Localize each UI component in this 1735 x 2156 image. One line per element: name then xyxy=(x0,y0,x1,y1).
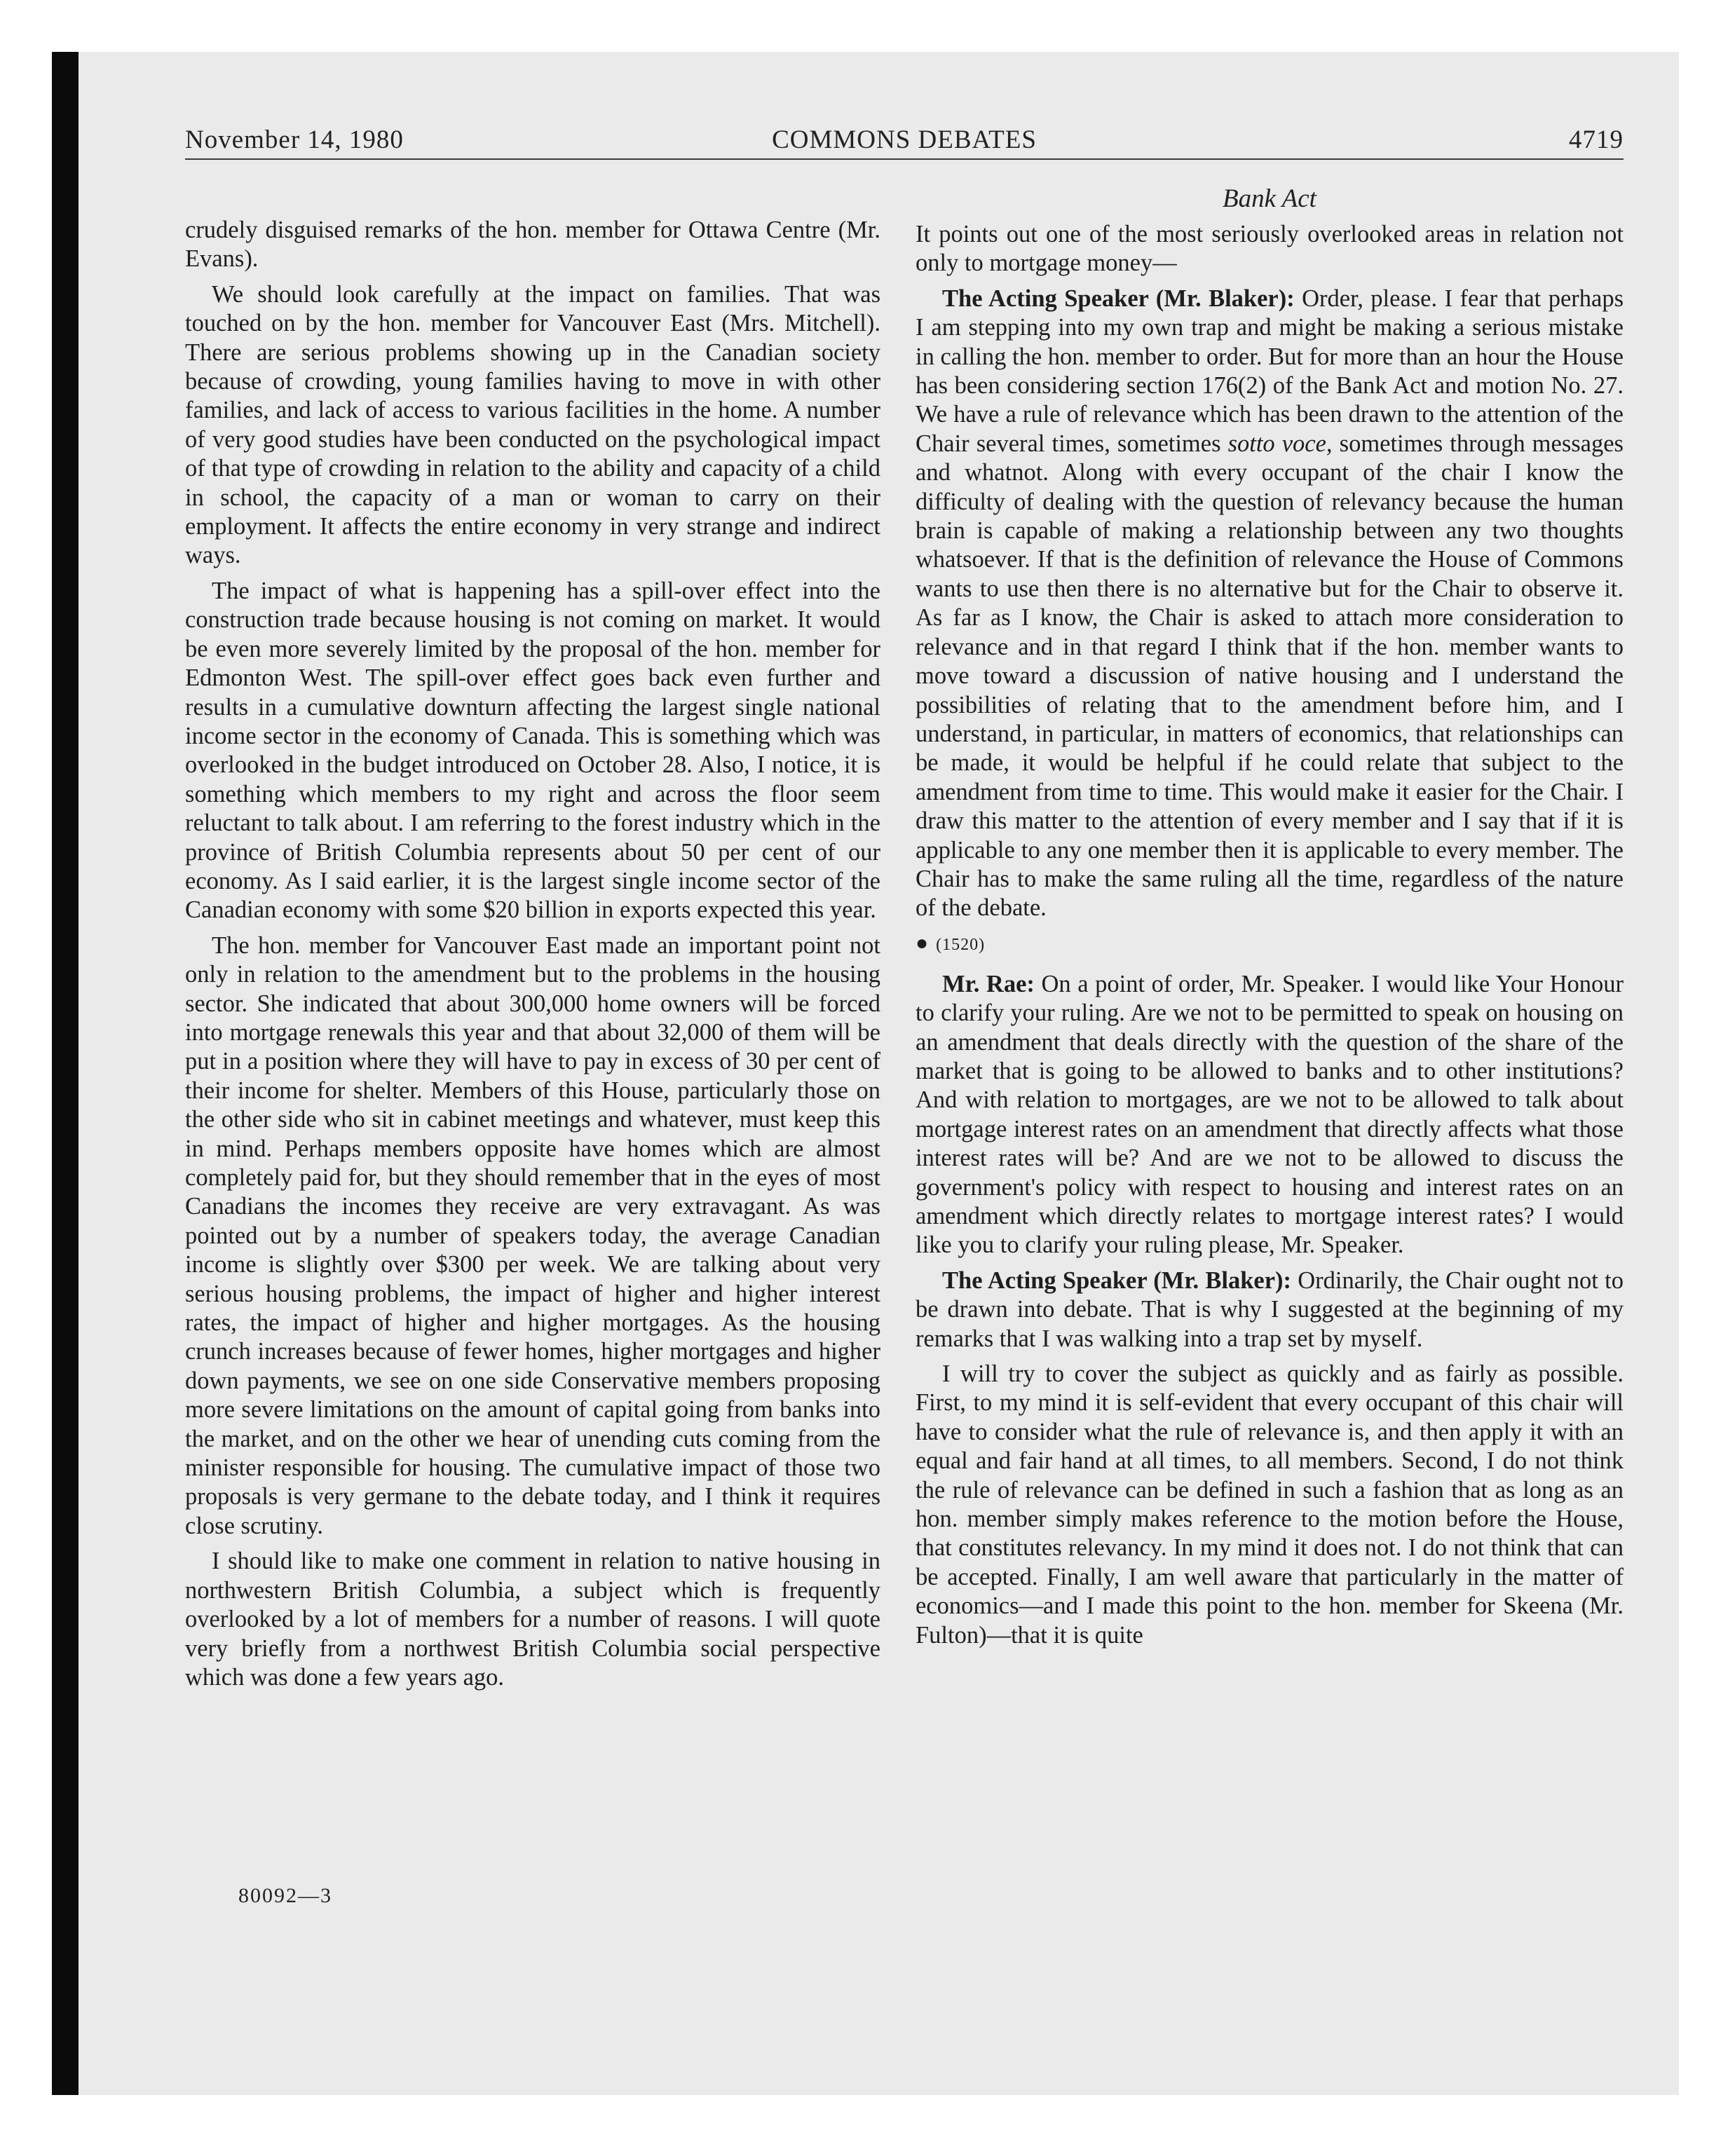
left-paragraph-3: The impact of what is happening has a spill-over effect into the construction trade because housing is not coming on market. It would be even more severely limited by the proposal of the hon. member for Edmonton West. The spill-over effect goes back even further and results in a cumulative downturn affecting the largest single national income sector in the economy of Canada. This is something which was overlooked in the budget introduced on October 28. Also, I notice, it is something which members to my right and across the floor seem reluctant to talk about. I am referring to the forest industry which in the province of British Columbia represents about 50 per cent of our economy. As I said earlier, it is the largest single income sector of the Canadian economy with some $20 billion in exports expected this year. xyxy=(185,577,880,924)
footer-code: 80092—3 xyxy=(238,1884,332,1907)
speaker-label-acting-speaker: The Acting Speaker (Mr. Blaker): xyxy=(942,285,1295,312)
header-rule xyxy=(185,158,1624,160)
speaker-label-mr-rae: Mr. Rae: xyxy=(942,970,1035,997)
right-paragraph-5: I will try to cover the subject as quickly and as fairly as possible. First, to my mind it is self-evident that every occupant of this chair will have to consider what the rule of relevance is, and then apply it with an equal and fair hand at all times, to all members. Second, I do not think the rule of relevance can be defined in such a fashion that as long as an hon. member simply makes reference to the motion before the House, that constitutes relevancy. In my mind it does not. I do not think that can be accepted. Finally, I am well aware that particularly in the matter of economics—and I made this point to the hon. member for Skeena (Mr. Fulton)—that it is quite xyxy=(916,1360,1624,1649)
speech-text-continued: sometimes through messages and whatnot. Along with every occupant of the chair I know the difficulty of dealing with the question of relevancy because the human brain is capable of making a relationship between any two thoughts whatsoever. If that is the definition of relevance the House of Commons wants to use then there is no alternative but for the Chair to observe it. As far as I know, the Chair is asked to attach more consideration to relevance and in that regard I think that if the hon. member wants to move toward a discussion of native housing and I understand the possibilities of relating that to the amendment before him, and I understand, in particular, in matters of economics, that relationships can be made, it would be helpful if he could relate that subject to the amendment from time to time. This would make it easier for the Chair. I draw this matter to the attention of every member and I say that if it is applicable to any one member then it is applicable to every member. The Chair has to make the same ruling all the time, regardless of the nature of the debate. xyxy=(916,430,1624,922)
time-marker-label: (1520) xyxy=(936,935,986,954)
header-date: November 14, 1980 xyxy=(185,125,404,154)
time-marker xyxy=(916,929,1624,959)
speech-italic: sotto voce, xyxy=(1227,430,1333,457)
right-paragraph-1: It points out one of the most seriously overlooked areas in relation not only to mortgage money— xyxy=(916,221,1624,277)
right-paragraph-2 xyxy=(916,285,1624,923)
page-header xyxy=(185,125,1624,160)
left-paragraph-2: We should look carefully at the impact on families. That was touched on by the hon. member for Vancouver East (Mrs. Mitchell). There are serious problems showing up in the Canadian society because of crowding, young families having to move in with other families, and lack of access to various facilities in the home. A number of very good studies have been conducted on the psychological impact of that type of crowding in relation to the ability and capacity of a child in school, the capacity of a man or woman to carry on their employment. It affects the entire economy in very strange and indirect ways. xyxy=(185,280,880,569)
left-paragraph-1: crudely disguised remarks of the hon. member for Ottawa Centre (Mr. Evans). xyxy=(185,217,880,273)
right-paragraph-3 xyxy=(916,970,1624,1260)
speaker-label-acting-speaker: The Acting Speaker (Mr. Blaker): xyxy=(942,1267,1291,1294)
left-paragraph-4: The hon. member for Vancouver East made an important point not only in relation to the amendment but to the problems in the housing sector. She indicated that about 300,000 home owners will be forced into mortgage renewals this year and that about 32,000 of them will be put in a position where they will have to pay in excess of 30 per cent of their income for shelter. Members of this House, particularly those on the other side who sit in cabinet meetings and whatever, must keep this in mind. Perhaps members opposite have homes which are almost completely paid for, but they should remember that in the eyes of most Canadians the incomes they receive are very extravagant. As was pointed out by a number of speakers today, the average Canadian income is slightly over $300 per week. We are talking about very serious housing problems, the impact of higher and higher interest rates, the impact of higher and higher mortgages. As the housing crunch increases because of fewer homes, higher mortgages and higher down payments, we see on one side Conservative members proposing more severe limitations on the amount of capital going from banks into the market, and on the other we hear of unending cuts coming from the minister responsible for housing. The cumulative impact of those two proposals is very germane to the debate today, and I think it requires close scrutiny. xyxy=(185,932,880,1539)
bullet-icon: ● xyxy=(916,931,930,955)
header-publication: COMMONS DEBATES xyxy=(772,125,1037,154)
right-paragraph-4 xyxy=(916,1267,1624,1353)
speech-text: Ordinarily, the Chair ought not to be drawn into debate. That is why I suggested at the beginning of my remarks that I was walking into a trap set by myself. xyxy=(916,1267,1624,1352)
header-page-number: 4719 xyxy=(1569,125,1624,154)
speech-text: Order, please. I fear that perhaps I am stepping into my own trap and might be making a serious mistake in calling the hon. member to order. But for more than an hour the House has been considering section 176(2) of the Bank Act and motion No. 27. We have a rule of relevance which has been drawn to the attention of the Chair several times, sometimes xyxy=(916,285,1624,457)
right-column xyxy=(916,220,1624,1656)
left-paragraph-5: I should like to make one comment in relation to native housing in northwestern British Columbia, a subject which is frequently overlooked by a lot of members for a number of reasons. I will quote very briefly from a northwest British Columbia social perspective which was done a few years ago. xyxy=(185,1548,880,1691)
speech-text: On a point of order, Mr. Speaker. I would like Your Honour to clarify your ruling. Are we not to be permitted to speak on housing on an amendment that deals directly with the question of the share of the market that is going to be allowed to banks and to other institutions? And with relation to mortgages, are we not to be allowed to talk about mortgage interest rates on an amendment that directly affects what those interest rates will be? And are we not to be allowed to discuss the government's policy with respect to housing and interest rates on an amendment which directly relates to mortgage interest rates? I would like you to clarify your ruling please, Mr. Speaker. xyxy=(916,970,1624,1259)
left-column xyxy=(185,216,880,1698)
running-head: Bank Act xyxy=(1223,184,1316,213)
scan-edge-bar xyxy=(52,52,79,2095)
